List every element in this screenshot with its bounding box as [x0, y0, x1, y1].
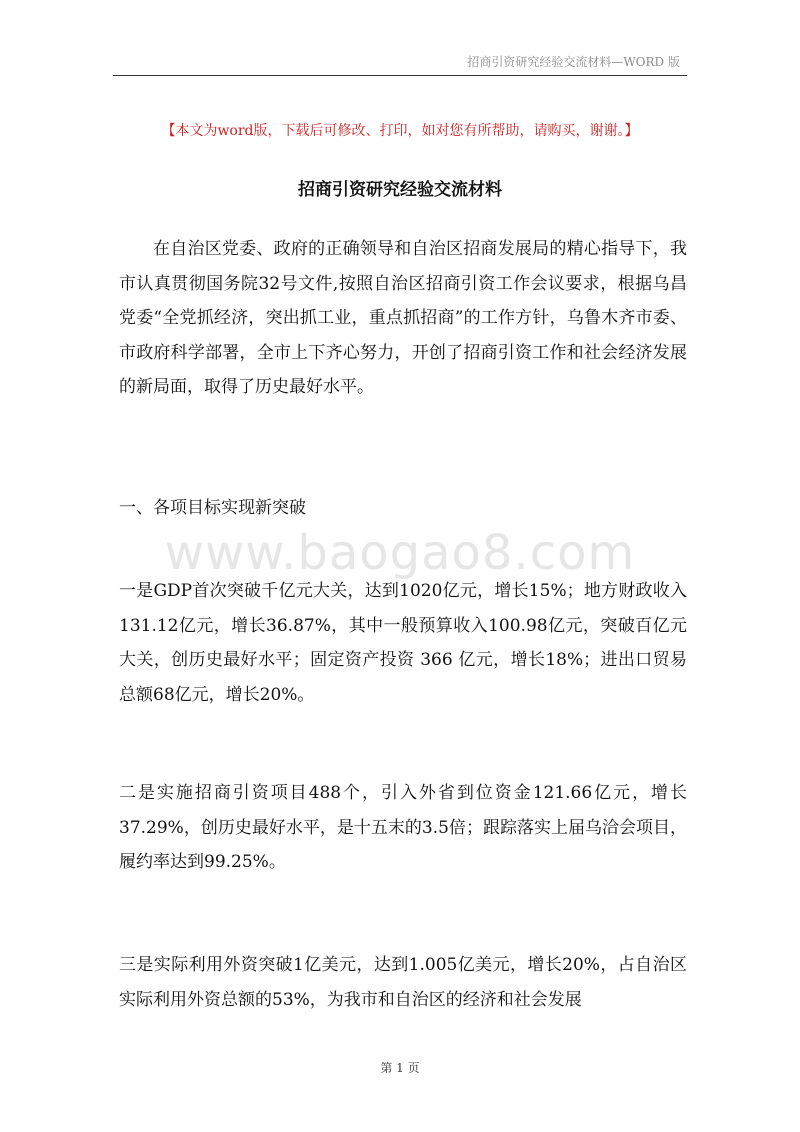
paragraph-2: 二是实施招商引资项目488个，引入外省到位资金121.66亿元，增长37.29%，创历史最好水平，是十五末的3.5倍；跟踪落实上届乌洽会项目，履约率达到99.25%。	[119, 783, 687, 872]
download-notice: 【本文为word版，下载后可修改、打印，如对您有所帮助，请购买，谢谢。】	[161, 123, 639, 139]
paragraph-3: 三是实际利用外资突破1亿美元，达到1.005亿美元，增长20%，占自治区实际利用外资总额的53%，为我市和自治区的经济和社会发展	[119, 955, 687, 1010]
intro-paragraph: 在自治区党委、政府的正确领导和自治区招商发展局的精心指导下，我市认真贯彻国务院32号文件,按照自治区招商引资工作会议要求，根据乌昌党委“全党抓经济，突出抓工业，重点抓招商”的工作方针，乌鲁木齐市委、市政府科学部署，全市上下齐心努力，开创了招商引资工作和社会经济发展的新局面，取得了历史最好水平。	[119, 239, 687, 397]
section-heading: 一、各项目标实现新突破	[119, 498, 306, 518]
watermark: www.baogao8.com	[164, 525, 636, 581]
paragraph-1: 一是GDP首次突破千亿元大关，达到1020亿元，增长15%；地方财政收入131.12亿元，增长36.87%，其中一般预算收入100.98亿元，突破百亿元大关，创历史最好水平；固定资产投资 366 亿元，增长18%；进出口贸易总额68亿元，增长20%。	[119, 581, 687, 705]
page-header-title: 招商引资研究经验交流材料—WORD 版	[467, 55, 680, 69]
header-divider	[113, 75, 687, 76]
page-number: 第 1 页	[380, 1061, 420, 1075]
document-title: 招商引资研究经验交流材料	[298, 180, 502, 200]
